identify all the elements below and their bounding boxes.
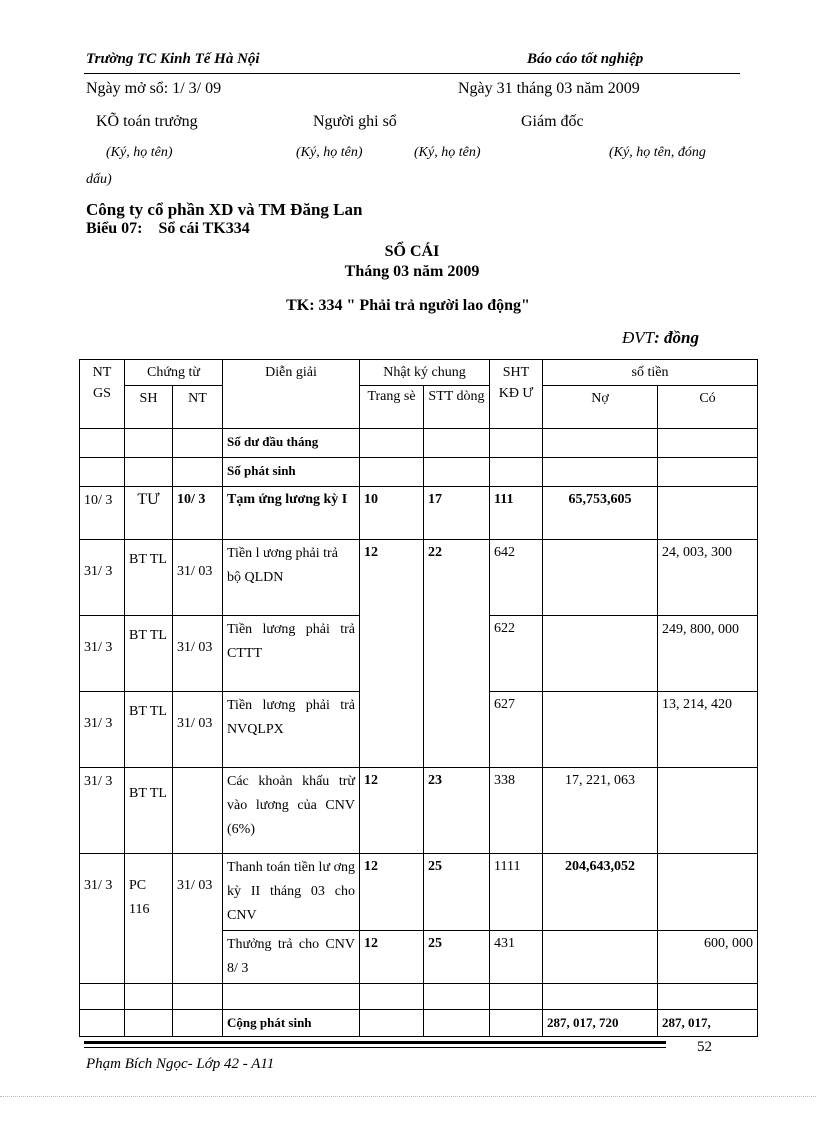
header-sht xyxy=(490,360,543,429)
table-row xyxy=(80,540,758,616)
cell-no: 204,643,052 xyxy=(543,854,658,931)
cell-co: 600, 000 xyxy=(658,931,758,984)
header-nkc: Nhật ký chung xyxy=(360,360,490,386)
cell-nt: 31/ 03 xyxy=(173,540,223,616)
report-date: Ngày 31 tháng 03 năm 2009 xyxy=(458,80,640,97)
cell-no xyxy=(543,616,658,692)
company-name: Công ty cổ phần XD và TM Đăng Lan xyxy=(86,200,363,219)
header-co: Có xyxy=(658,386,758,429)
cell-co xyxy=(658,768,758,854)
cell-stt: 17 xyxy=(424,487,490,540)
header-diengiai: Diễn giải xyxy=(223,360,360,429)
cell-co: 13, 214, 420 xyxy=(658,692,758,768)
cell-sht: 627 xyxy=(490,692,543,768)
total-label: Cộng phát sinh xyxy=(223,1010,360,1037)
cell-trang: 12 xyxy=(360,540,424,768)
school-name: Trường TC Kinh Tế Hà Nội xyxy=(86,51,260,67)
director-label: Giám đốc xyxy=(521,113,584,130)
chief-accountant-label: KÕ toán trưởng xyxy=(96,113,198,130)
cell-nt: 31/ 03 xyxy=(173,616,223,692)
footer-author: Phạm Bích Ngọc- Lớp 42 - A11 xyxy=(86,1056,275,1072)
header-sht-1: SHT xyxy=(502,365,530,380)
cell-stt: 25 xyxy=(424,854,490,931)
cell-trang: 12 xyxy=(360,931,424,984)
cell-desc: Tiền lương phải trả CTTT xyxy=(223,616,360,692)
header-rule xyxy=(84,73,740,74)
cell-ntgs: 31/ 3 xyxy=(80,540,125,616)
cell-nt: 10/ 3 xyxy=(173,487,223,540)
arising-label: Số phát sinh xyxy=(223,458,360,487)
cell-desc: Thanh toán tiền lư ơng kỳ II tháng 03 cho CNV xyxy=(223,854,360,931)
ledger-month: Tháng 03 năm 2009 xyxy=(344,263,480,280)
ledger-table xyxy=(79,359,758,1037)
header-nt: NT xyxy=(173,386,223,429)
cell-ntgs: 31/ 3 xyxy=(80,616,125,692)
header-trang: Trang sè xyxy=(360,386,424,429)
sign-note-2: (Ký, họ tên) xyxy=(296,145,363,160)
cell-ntgs: 31/ 3 xyxy=(80,692,125,768)
ledger-title: SỔ CÁI xyxy=(384,243,440,260)
cell-sh: BT TL xyxy=(125,540,173,616)
cell-trang: 12 xyxy=(360,768,424,854)
table-row xyxy=(80,984,758,1010)
header-stt: STT dòng xyxy=(424,386,490,429)
table-row xyxy=(80,768,758,854)
header-ntgs-1: NT xyxy=(92,365,112,380)
cell-sh: PC 116 xyxy=(125,854,173,984)
cell-co xyxy=(658,487,758,540)
header-sotien: số tiền xyxy=(543,360,758,386)
page-number: 52 xyxy=(697,1039,712,1055)
form-label: Biểu 07: Sổ cái TK334 xyxy=(86,220,250,237)
sign-note-1: (Ký, họ tên) xyxy=(106,145,173,160)
cell-nt xyxy=(173,768,223,854)
cell-ntgs: 31/ 3 xyxy=(80,768,125,854)
cell-sh: BT TL xyxy=(125,692,173,768)
cell-sh: TƯ xyxy=(125,487,173,540)
cell-co: 249, 800, 000 xyxy=(658,616,758,692)
cell-sht: 1111 xyxy=(490,854,543,931)
header-ntgs-2: GS xyxy=(93,386,111,401)
cell-no: 65,753,605 xyxy=(543,487,658,540)
table-row xyxy=(80,487,758,540)
cell-sh: BT TL xyxy=(125,616,173,692)
table-row xyxy=(80,429,758,458)
cell-sht: 338 xyxy=(490,768,543,854)
cell-nt: 31/ 03 xyxy=(173,692,223,768)
table-row xyxy=(80,458,758,487)
open-date: Ngày mở sổ: 1/ 3/ 09 xyxy=(86,80,222,97)
cell-sh: BT TL xyxy=(125,768,173,854)
sign-note-4: (Ký, họ tên, đóng xyxy=(609,145,706,160)
cell-no: 17, 221, 063 xyxy=(543,768,658,854)
footer-rule-thin xyxy=(84,1047,666,1048)
cell-desc: Tạm ứng lương kỳ I xyxy=(223,487,360,540)
cell-co: 24, 003, 300 xyxy=(658,540,758,616)
cell-sht: 642 xyxy=(490,540,543,616)
cell-no xyxy=(543,692,658,768)
cell-sht: 111 xyxy=(490,487,543,540)
unit-value: : đồng xyxy=(654,328,699,347)
header-sh: SH xyxy=(125,386,173,429)
cell-desc: Tiền lương phải trả NVQLPX xyxy=(223,692,360,768)
page-edge xyxy=(0,1096,816,1097)
unit-line xyxy=(622,328,699,348)
cell-trang: 10 xyxy=(360,487,424,540)
cell-nt: 31/ 03 xyxy=(173,854,223,984)
report-title: Báo cáo tốt nghiệp xyxy=(527,51,644,67)
table-row xyxy=(80,854,758,931)
cell-ntgs: 31/ 3 xyxy=(80,854,125,984)
cell-no xyxy=(543,540,658,616)
cell-ntgs: 10/ 3 xyxy=(80,487,125,540)
unit-label: ĐVT xyxy=(622,328,655,347)
table-row xyxy=(80,1010,758,1037)
account-title: TK: 334 " Phải trả người lao động" xyxy=(286,297,530,314)
cell-stt: 22 xyxy=(424,540,490,768)
cell-desc: Thưởng trả cho CNV 8/ 3 xyxy=(223,931,360,984)
header-ntgs xyxy=(80,360,125,429)
header-chungtu: Chứng từ xyxy=(125,360,223,386)
cell-stt: 23 xyxy=(424,768,490,854)
cell-trang: 12 xyxy=(360,854,424,931)
total-co: 287, 017, xyxy=(658,1010,758,1037)
cell-desc: Tiền l ương phải trả bộ QLDN xyxy=(223,540,360,616)
cell-no xyxy=(543,931,658,984)
cell-sht: 431 xyxy=(490,931,543,984)
header-no: Nợ xyxy=(543,386,658,429)
footer-rule-thick xyxy=(84,1041,666,1044)
header-sht-2: KĐ Ư xyxy=(498,386,534,401)
opening-label: Số dư đầu tháng xyxy=(223,429,360,458)
cell-sht: 622 xyxy=(490,616,543,692)
cell-stt: 25 xyxy=(424,931,490,984)
sign-note-3: (Ký, họ tên) xyxy=(414,145,481,160)
recorder-label: Người ghi sổ xyxy=(313,113,397,130)
cell-co xyxy=(658,854,758,931)
sign-note-4-cont: dấu) xyxy=(86,172,112,187)
cell-desc: Các khoản khấu trừ vào lương của CNV (6%) xyxy=(223,768,360,854)
total-no: 287, 017, 720 xyxy=(543,1010,658,1037)
